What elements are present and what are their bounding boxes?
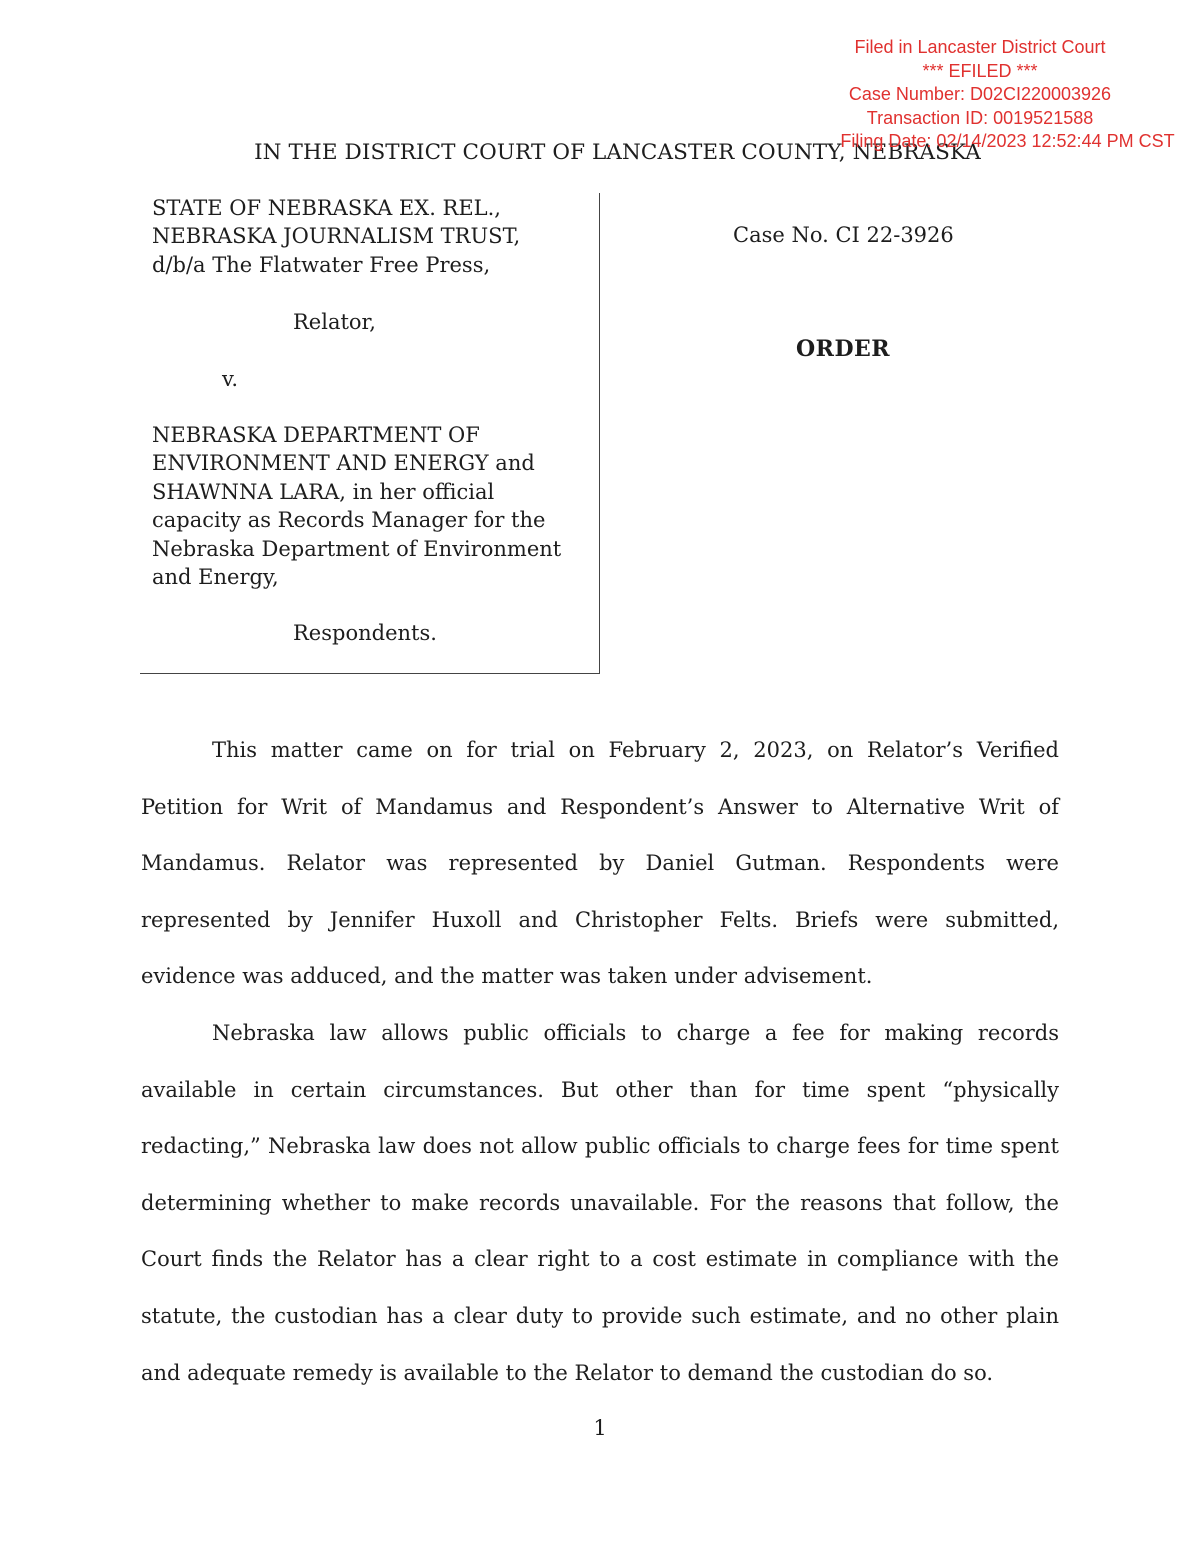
- document-title: ORDER: [796, 336, 891, 362]
- stamp-filing-date: Filing Date: 02/14/2023 12:52:44 PM CST: [840, 131, 1175, 151]
- stamp-transaction-id: Transaction ID: 0019521588: [866, 107, 1094, 128]
- relator-line: STATE OF NEBRASKA EX. REL.,: [152, 196, 501, 220]
- body-paragraph: Nebraska law allows public officials to charge a fee for making records available in certain circumstances. But other than for time spent “physically redacting,” Nebraska law does not allow public officials to charge fees for time spent determining whether to make records unavailable. For the reasons that follow, the Court finds the Relator has a clear right to a cost estimate in compliance with the statute, the custodian has a clear duty to provide such estimate, and no other plain and adequate remedy is available to the Relator to demand the custodian do so.: [141, 1020, 1059, 1385]
- relator-line: NEBRASKA JOURNALISM TRUST,: [152, 224, 521, 249]
- respondent-line: SHAWNNA LARA, in her official: [152, 479, 495, 504]
- respondent-role: Respondents.: [293, 621, 437, 645]
- page-number: 1: [593, 1416, 607, 1440]
- stamp-court-line: Filed in Lancaster District Court: [854, 37, 1106, 57]
- stamp-efiled-line: *** EFILED ***: [922, 60, 1038, 81]
- respondent-line: ENVIRONMENT AND ENERGY and: [152, 451, 535, 476]
- relator-line: d/b/a The Flatwater Free Press,: [152, 252, 491, 277]
- body-paragraph: This matter came on for trial on February 2, 2023, on Relator’s Verified Petition for Writ of Mandamus and Respondent’s Answer to Alternative Writ of Mandamus. Relator was represented by Daniel Gutman. Respondents were represented by Jennifer Huxoll and Christopher Felts. Briefs were submitted, evidence was adduced, and the matter was taken under advisement.: [141, 738, 1059, 989]
- efile-stamp: [760, 36, 1200, 154]
- respondent-line: Nebraska Department of Environment: [152, 536, 562, 561]
- respondent-line: and Energy,: [152, 565, 279, 590]
- respondent-name-block: [152, 421, 561, 591]
- relator-role: Relator,: [293, 310, 376, 334]
- order-body: [141, 722, 1059, 1401]
- case-number: Case No. CI 22-3926: [733, 223, 954, 247]
- court-heading: IN THE DISTRICT COURT OF LANCASTER COUNTY, NEBRASKA: [254, 140, 981, 165]
- relator-name-block: [152, 194, 520, 279]
- respondent-line: capacity as Records Manager for the: [152, 508, 546, 533]
- stamp-case-number: Case Number: D02CI220003926: [848, 84, 1112, 104]
- versus: v.: [222, 367, 239, 391]
- respondent-line: NEBRASKA DEPARTMENT OF: [152, 423, 480, 447]
